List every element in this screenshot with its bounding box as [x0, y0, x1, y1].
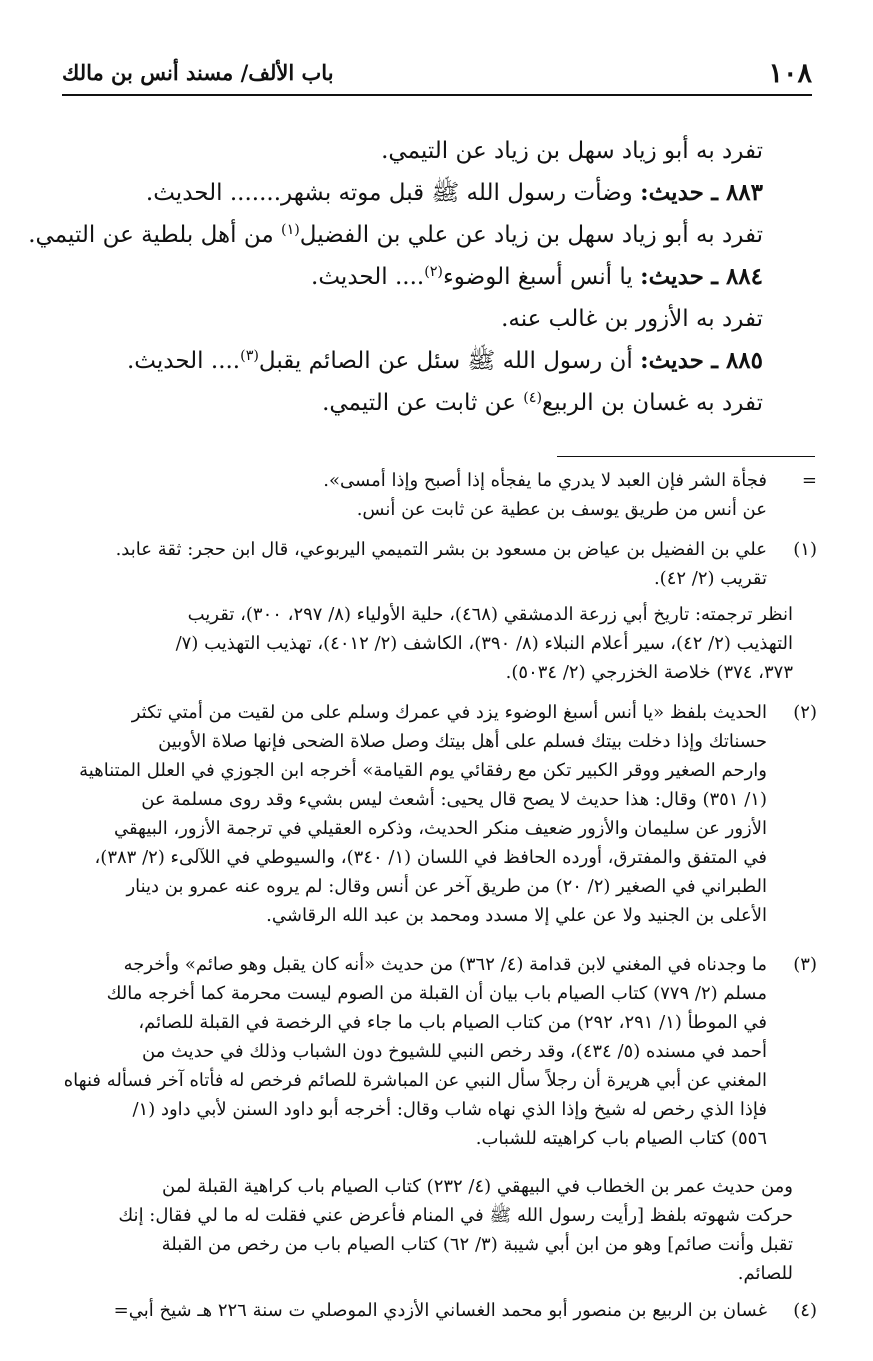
footnote-mark: =	[801, 470, 817, 491]
main-line-1: تفرد به أبو زياد سهل بن زياد عن التيمي.	[381, 138, 763, 164]
main-line-2: ٨٨٣ ـ حديث: وضأت رسول الله ﷺ قبل موته بشهر....... الحديث.	[145, 179, 763, 206]
footnote-4: (٤) غسان بن الربيع بن منصور أبو محمد الغساني الأزدي الموصلي ت سنة ٢٢٦ هـ شيخ أبي=	[55, 1296, 815, 1325]
footnote-ref: (٢)	[424, 264, 443, 281]
main-line-7: تفرد به غسان بن الربيع$^{(٤)}$ عن ثابت عن التيمي.	[322, 390, 763, 416]
footnote-3-extra: ومن حديث عمر بن الخطاب في البيهقي (٤/ ٢٣٢) كتاب الصيام باب كراهية القبلة لمن حركت شهوته بلفظ [رأيت رسول الله ﷺ في المنام فأعرض عني فقلت له ما لي فقال: إنك تقبل وأنت صائم] وهو من ابن أبي شيبة (٣/ ٦٢) كتاب الصيام باب من رخص من القبلة للصائم.	[118, 1176, 793, 1284]
main-text	[28, 130, 763, 424]
hadith-label: حديث:	[640, 263, 704, 290]
footnote-3: (٣) ما وجدناه في المغني لابن قدامة (٤/ ٣٦٢) من حديث «أنه كان يقبل وهو صائم» وأخرجه مسلم (٢/ ٧٧٩) كتاب الصيام باب بيان أن القبلة من الصوم ليست محرمة كما أخرجه مالك في الموطأ (١/ ٢٩١، ٢٩٢) من كتاب الصيام باب ما جاء في الرخصة في القبلة للصائم، أحمد في مسنده (٥/ ٤٣٤)، وقد رخص النبي للشيوخ دون الشباب وذلك في حديث من المغني عن أبي هريرة أن رجلاً سأل النبي عن المباشرة للصائم فرخص له فأتاه آخر فسأله فنهاه فإذا الذي رخص له شيخ وإذا الذي نهاه شاب وقال: أخرجه أبو داود السنن لأبي داود (١/ ٥٥٦) كتاب الصيام باب كراهيته للشباب.	[55, 950, 815, 1153]
main-line-6: ٨٨٥ ـ حديث: أن رسول الله ﷺ سئل عن الصائم يقبل$^{(٣)}$.... الحديث.	[126, 347, 763, 374]
hadith-number: ٨٨٤ ـ	[711, 263, 763, 290]
header-rule	[62, 94, 812, 96]
footnote-continuation: = فجأة الشر فإن العبد لا يدري ما يفجأه إذا أصبح وإذا أمسى». عن أنس من طريق يوسف بن عطية عن ثابت عن أنس.	[55, 466, 815, 524]
main-line-4: ٨٨٤ ـ حديث: يا أنس أسبغ الوضوء$^{(٢)}$.... الحديث.	[311, 263, 763, 290]
main-line-3: تفرد به أبو زياد سهل بن زياد عن علي بن الفضيل$^{(١)}$ من أهل بلطية عن التيمي.	[28, 222, 763, 248]
footnote-mark: (٣)	[793, 954, 817, 975]
hadith-label: حديث:	[640, 347, 704, 374]
footnote-mark: (٤)	[793, 1300, 817, 1321]
footnote-ref: (١)	[281, 222, 300, 239]
hadith-number: ٨٨٥ ـ	[711, 347, 763, 374]
running-title: باب الألف/ مسند أنس بن مالك	[62, 60, 334, 85]
main-line-5: تفرد به الأزور بن غالب عنه.	[501, 306, 763, 332]
running-header	[62, 58, 812, 98]
footnote-1: (١) علي بن الفضيل بن عياض بن مسعود بن بشر التميمي اليربوعي، قال ابن حجر: ثقة عابد. تقريب (٢/ ٤٢).	[55, 535, 815, 593]
hadith-label: حديث:	[640, 179, 704, 206]
footnote-separator	[557, 456, 815, 457]
footnote-2: (٢) الحديث بلفظ «يا أنس أسبغ الوضوء يزد في عمرك وسلم على من لقيت من أمتي تكثر حسناتك وإذا دخلت بيتك فسلم على أهل بيتك وصل صلاة الضحى فإنها صلاة الأوبين وارحم الصغير ووقر الكبير تكن مع رفقائي يوم القيامة» أخرجه ابن الجوزي في العلل المتناهية (١/ ٣٥١) وقال: هذا حديث لا يصح قال يحيى: أشعث ليس بشيء وقد روى مسلمة عن الأزور عن سليمان والأزور ضعيف منكر الحديث، وذكره العقيلي في ترجمة الأزور، البيهقي في المتفق والمفترق، أورده الحافظ في اللسان (١/ ٣٤٠)، والسيوطي في اللآلىء (٢/ ٣٨٣)، الطبراني في الصغير (٢/ ٢٠) من طريق آخر عن أنس وقال: لم يروه عنه عمرو بن دينار الأعلى بن الجنيد ولا عن علي إلا مسدد ومحمد بن عبد الله الرقاشي.	[55, 698, 815, 930]
footnote-mark: (٢)	[793, 702, 817, 723]
page-number: ١٠٨	[768, 58, 812, 89]
footnote-1-extra: انظر ترجمته: تاريخ أبي زرعة الدمشقي (٤٦٨)، حلية الأولياء (٨/ ٢٩٧، ٣٠٠)، تقريب التهذيب (٢/ ٤٢)، سير أعلام النبلاء (٨/ ٣٩٠)، الكاشف (٢/ ٤٠١٢)، تهذيب التهذيب (٧/ ٣٧٣، ٣٧٤) خلاصة الخزرجي (٢/ ٥٠٣٤).	[175, 604, 793, 683]
footnote-ref: (٤)	[523, 390, 543, 407]
hadith-number: ٨٨٣ ـ	[711, 179, 763, 206]
footnote-ref: (٣)	[240, 348, 259, 365]
footnote-mark: (١)	[793, 539, 817, 560]
